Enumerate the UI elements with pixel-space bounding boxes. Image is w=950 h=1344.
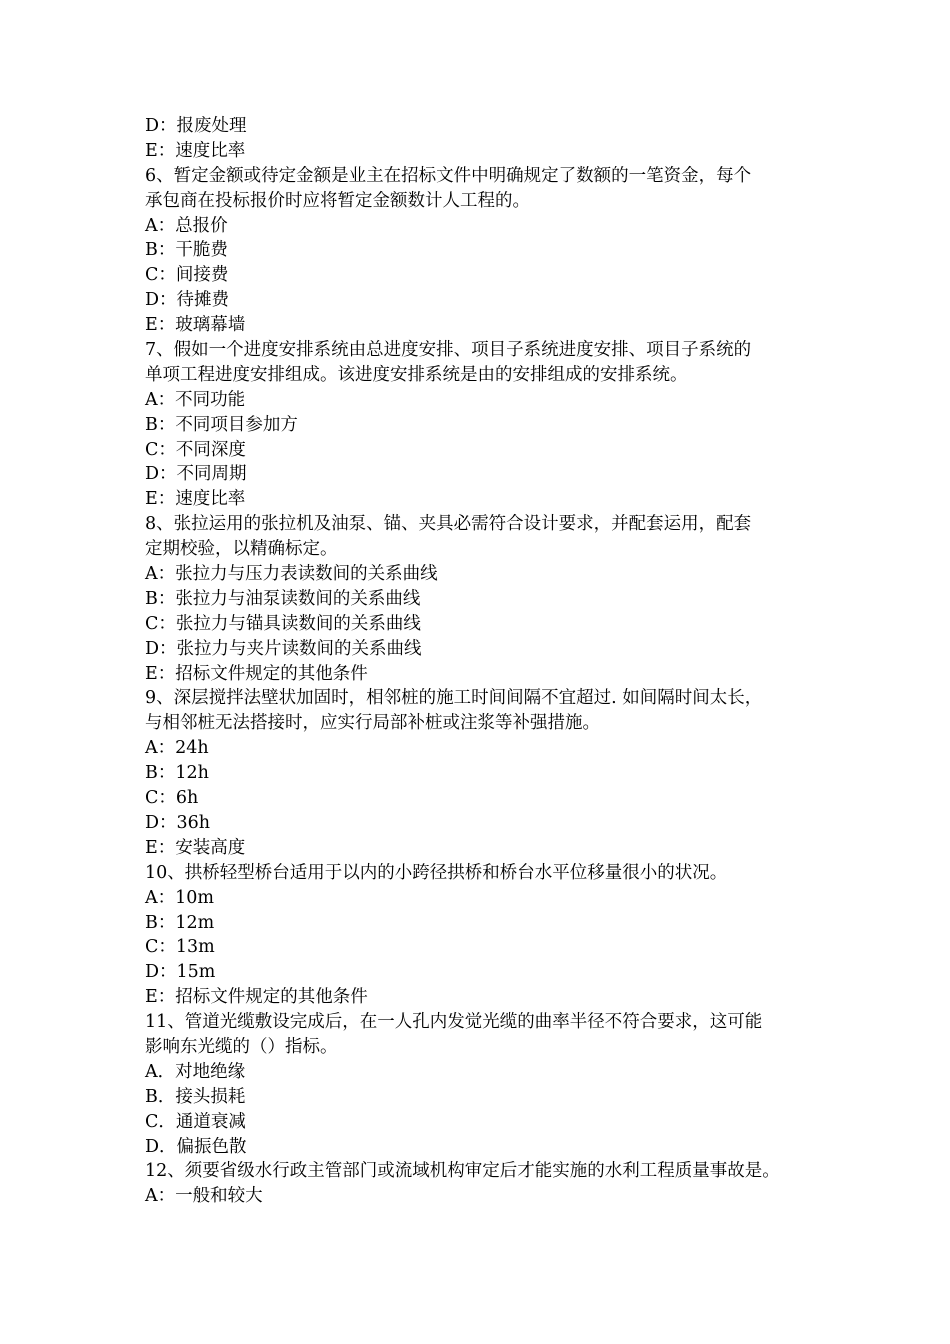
question-7-line-2: 单项工程进度安排组成。该进度安排系统是由的安排组成的安排系统。 bbox=[145, 364, 688, 385]
option-c: C：6h bbox=[145, 788, 199, 809]
option-a: A：不同功能 bbox=[145, 389, 246, 410]
question-12: 12、须要省级水行政主管部门或流域机构审定后才能实施的水利工程质量事故是。 bbox=[145, 1161, 780, 1182]
option-d: D：待摊费 bbox=[145, 290, 230, 311]
option-e: E：玻璃幕墙 bbox=[145, 315, 246, 336]
option-b: B．接头损耗 bbox=[145, 1086, 246, 1107]
question-11-line-2: 影响东光缆的（）指标。 bbox=[145, 1036, 338, 1057]
option-b: B：12m bbox=[145, 912, 215, 933]
option-c: C：不同深度 bbox=[145, 439, 246, 460]
option-a: A：张拉力与压力表读数间的关系曲线 bbox=[145, 564, 438, 585]
option-c: C：张拉力与锚具读数间的关系曲线 bbox=[145, 613, 421, 634]
option-d: D：不同周期 bbox=[145, 464, 247, 485]
option-a: A：10m bbox=[145, 887, 215, 908]
question-7-line-1: 7、假如一个进度安排系统由总进度安排、项目子系统进度安排、项目子系统的 bbox=[145, 340, 752, 361]
option-d: D：36h bbox=[145, 812, 211, 833]
question-8-line-2: 定期校验，以精确标定。 bbox=[145, 539, 338, 560]
question-11-line-1: 11、管道光缆敷设完成后，在一人孔内发觉光缆的曲率半径不符合要求，这可能 bbox=[145, 1012, 763, 1033]
option-b: B：不同项目参加方 bbox=[145, 414, 298, 435]
option-d: D：15m bbox=[145, 962, 216, 983]
option-e: E：招标文件规定的其他条件 bbox=[145, 987, 368, 1008]
option-a: A：总报价 bbox=[145, 215, 228, 236]
option-e: E：速度比率 bbox=[145, 140, 246, 161]
option-c: C．通道衰减 bbox=[145, 1111, 246, 1132]
option-d: D．偏振色散 bbox=[145, 1136, 247, 1157]
option-b: B：12h bbox=[145, 763, 209, 784]
option-e: E：招标文件规定的其他条件 bbox=[145, 663, 368, 684]
option-a: A：24h bbox=[145, 738, 209, 759]
question-9-line-2: 与相邻桩无法搭接时，应实行局部补桩或注浆等补强措施。 bbox=[145, 713, 600, 734]
option-b: B：干脆费 bbox=[145, 240, 228, 261]
option-b: B：张拉力与油泵读数间的关系曲线 bbox=[145, 588, 421, 609]
option-a: A．对地绝缘 bbox=[145, 1061, 246, 1082]
question-9-line-1: 9、深层搅拌法壁状加固时，相邻桩的施工时间间隔不宜超过. 如间隔时间太长， bbox=[145, 688, 763, 709]
question-8-line-1: 8、张拉运用的张拉机及油泵、锚、夹具必需符合设计要求，并配套运用，配套 bbox=[145, 514, 752, 535]
option-e: E：安装高度 bbox=[145, 837, 246, 858]
option-e: E：速度比率 bbox=[145, 489, 246, 510]
question-6-line-1: 6、暂定金额或待定金额是业主在招标文件中明确规定了数额的一笔资金，每个 bbox=[145, 165, 752, 186]
question-10: 10、拱桥轻型桥台适用于以内的小跨径拱桥和桥台水平位移量很小的状况。 bbox=[145, 862, 728, 883]
option-d: D：张拉力与夹片读数间的关系曲线 bbox=[145, 638, 422, 659]
option-c: C：13m bbox=[145, 937, 215, 958]
question-6-line-2: 承包商在投标报价时应将暂定金额数计人工程的。 bbox=[145, 190, 530, 211]
option-d: D：报废处理 bbox=[145, 116, 247, 136]
option-a: A：一般和较大 bbox=[145, 1186, 263, 1207]
option-c: C：间接费 bbox=[145, 265, 229, 286]
document-page bbox=[145, 114, 825, 1209]
